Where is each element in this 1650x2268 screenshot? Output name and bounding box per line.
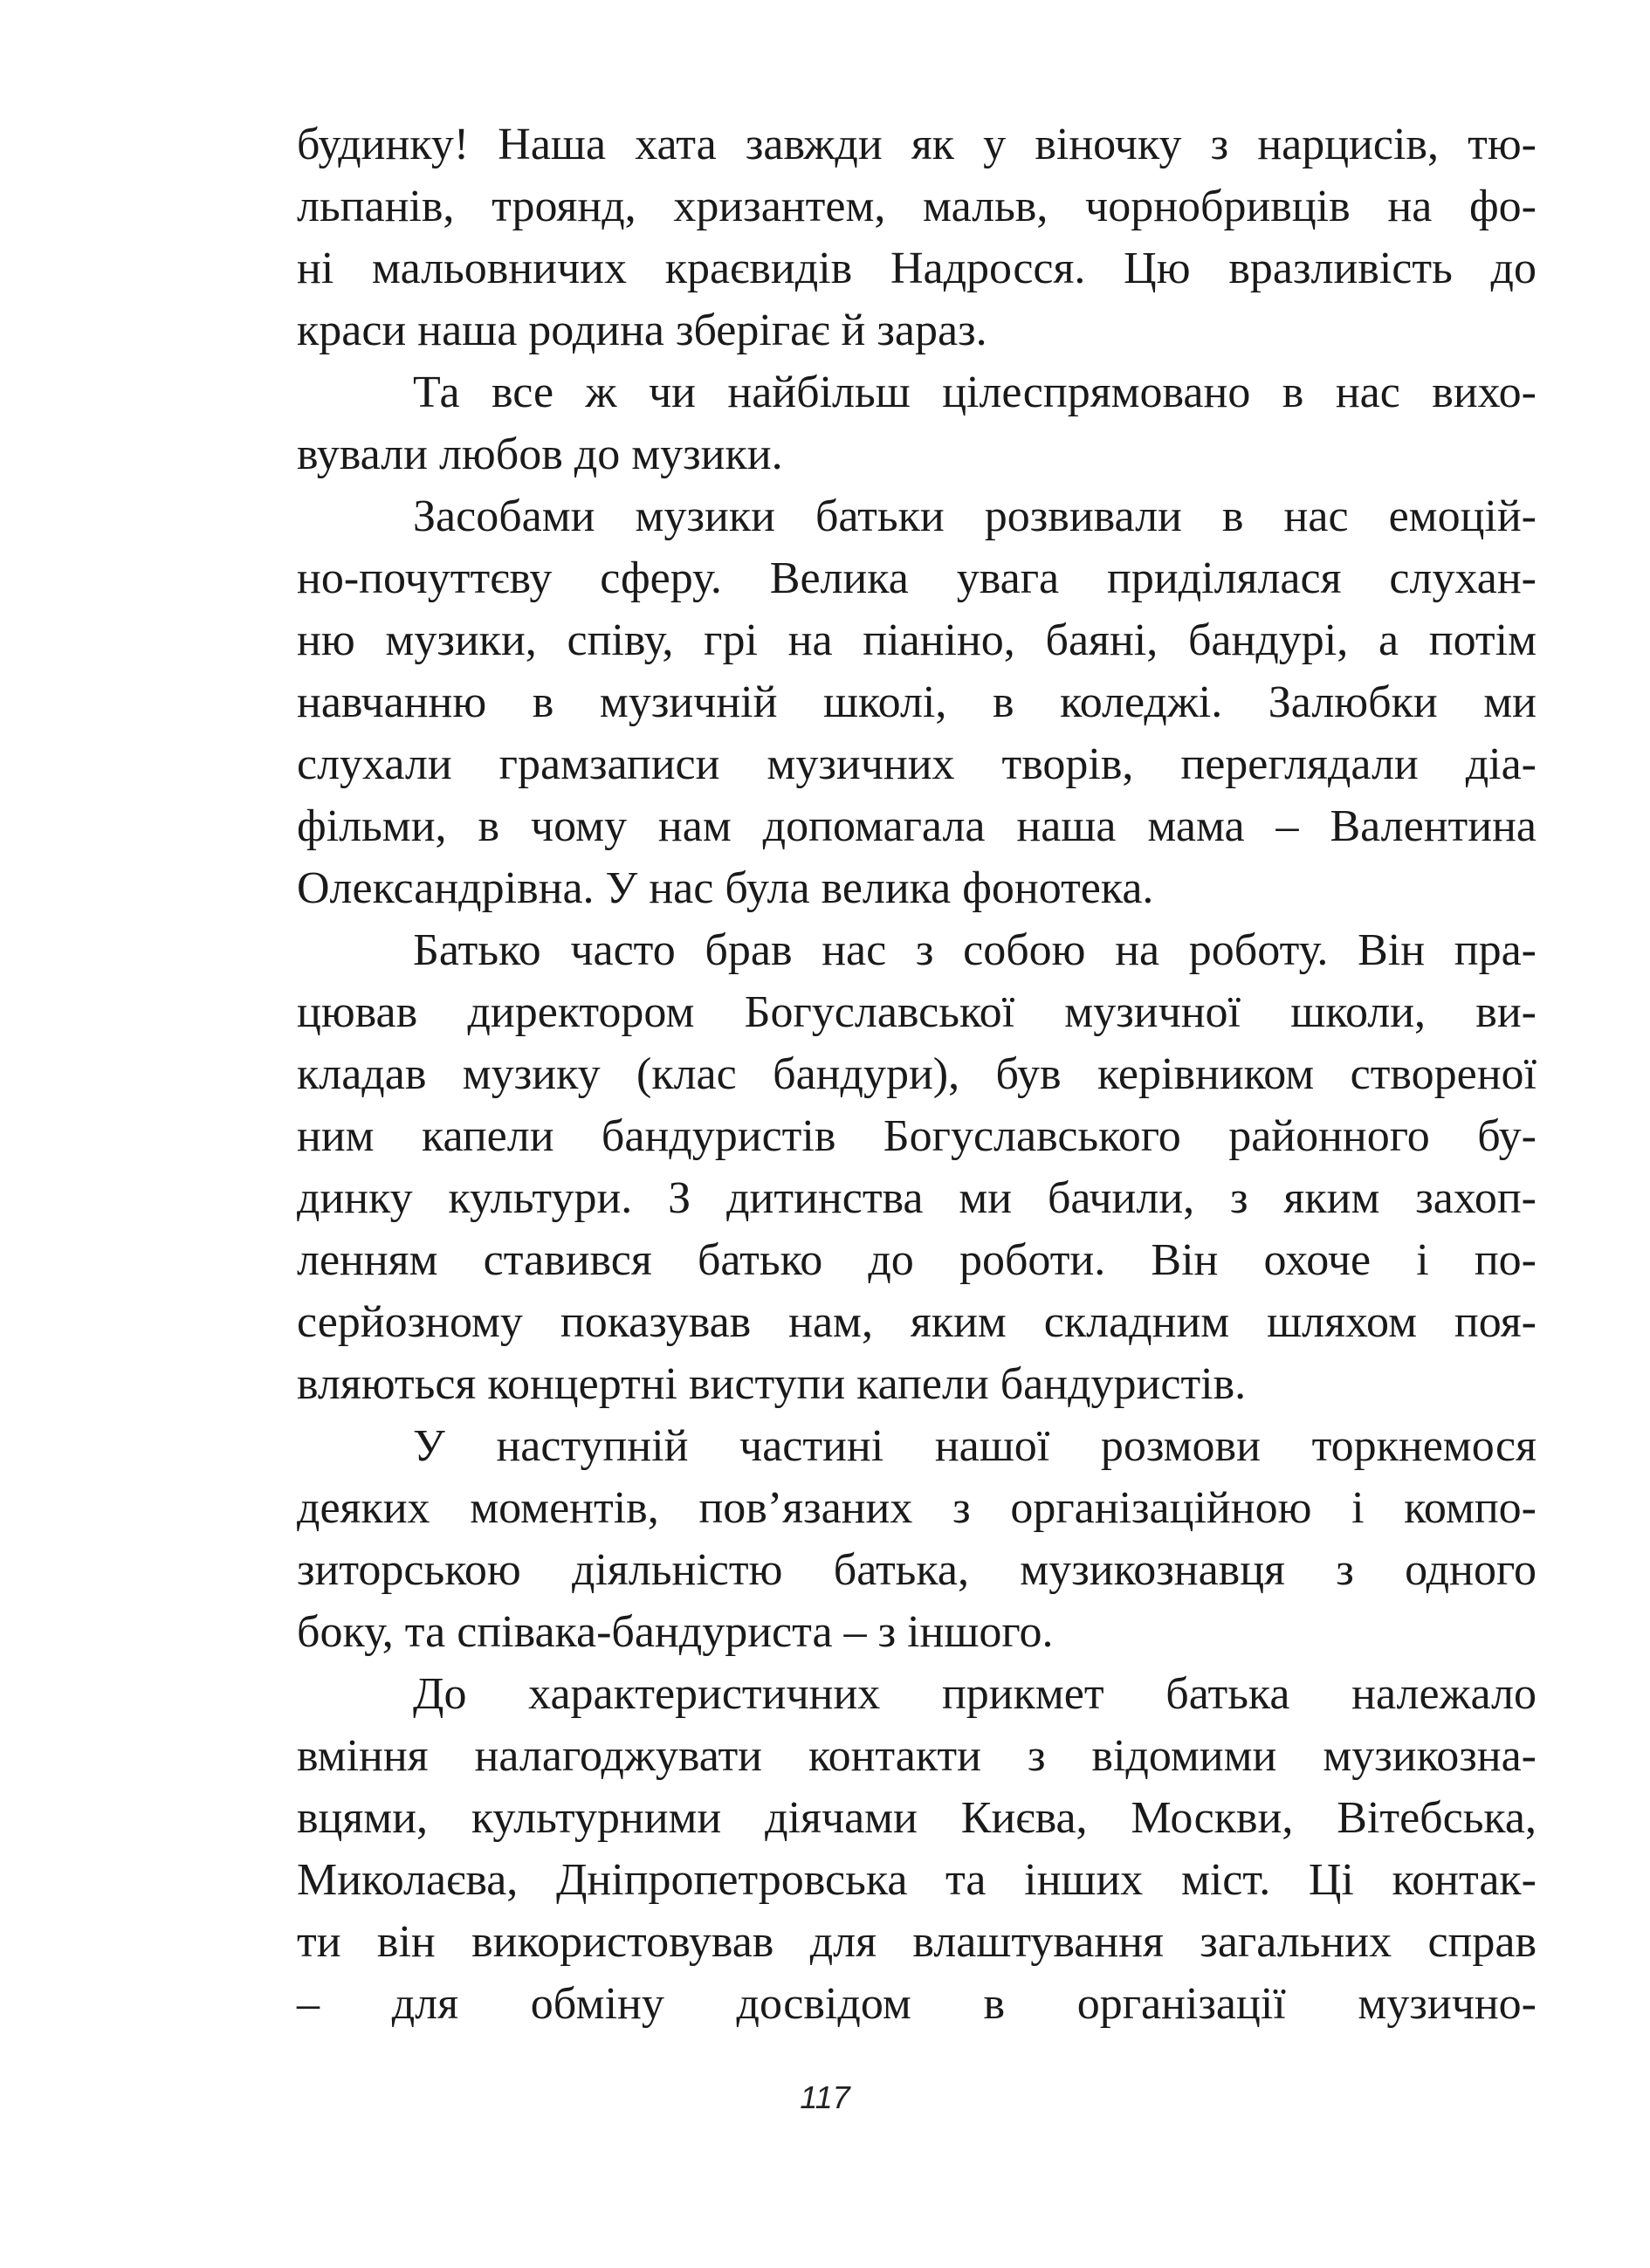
- text-line: слухали грамзаписи музичних творів, переглядали діа-: [297, 739, 1537, 789]
- body-text: [297, 113, 1537, 2035]
- text-line: краси наша родина зберігає й зараз.: [297, 306, 987, 355]
- text-line: Засобами музики батьки розвивали в нас емоцій-: [413, 491, 1537, 541]
- text-line: фільми, в чому нам допомагала наша мама – Валентина: [297, 801, 1537, 851]
- text-line: ним капели бандуристів Богуславського районного бу-: [297, 1111, 1537, 1161]
- text-line: деяких моментів, пов’язаних з організаційною і компо-: [297, 1483, 1537, 1533]
- text-line: зиторською діяльністю батька, музикознавця з одного: [297, 1545, 1537, 1595]
- text-line: Олександрівна. У нас була велика фонотека.: [297, 863, 1154, 913]
- text-line: вцями, культурними діячами Києва, Москви, Вітебська,: [297, 1793, 1537, 1843]
- text-line: навчанню в музичній школі, в коледжі. Залюбки ми: [297, 677, 1537, 727]
- text-line: – для обміну досвідом в організації музично-: [297, 1979, 1537, 2029]
- text-line: кладав музику (клас бандури), був керівником створеної: [297, 1049, 1537, 1099]
- text-line: ленням ставився батько до роботи. Він охоче і по-: [297, 1235, 1537, 1285]
- text-line: вували любов до музики.: [297, 430, 783, 479]
- page-number: 117: [800, 2079, 850, 2115]
- text-line: ню музики, співу, грі на піаніно, баяні, бандурі, а потім: [297, 615, 1537, 665]
- text-line: вміння налагоджувати контакти з відомими музикозна-: [297, 1731, 1537, 1781]
- text-line: До характеристичних прикмет батька належало: [413, 1669, 1537, 1719]
- text-line: Миколаєва, Дніпропетровська та інших міст. Ці контак-: [297, 1855, 1537, 1905]
- text-line: льпанів, троянд, хризантем, мальв, чорнобривців на фо-: [297, 182, 1537, 231]
- text-line: ні мальовничих краєвидів Надросся. Цю вразливість до: [297, 244, 1537, 293]
- text-line: будинку! Наша хата завжди як у віночку з нарцисів, тю-: [297, 120, 1537, 169]
- text-line: серйозному показував нам, яким складним шляхом поя-: [297, 1297, 1537, 1347]
- text-line: Батько часто брав нас з собою на роботу. Він пра-: [413, 925, 1537, 975]
- text-line: Та все ж чи найбільш цілеспрямовано в нас вихо-: [413, 368, 1537, 417]
- text-line: ти він використовував для влаштування загальних справ: [297, 1917, 1537, 1967]
- text-line: У наступній частині нашої розмови торкнемося: [413, 1421, 1537, 1471]
- text-line: цював директором Богуславської музичної школи, ви-: [297, 987, 1537, 1037]
- text-line: динку культури. З дитинства ми бачили, з яким захоп-: [297, 1173, 1537, 1223]
- text-line: боку, та співака-бандуриста – з іншого.: [297, 1607, 1054, 1657]
- text-line: вляються концертні виступи капели бандуристів.: [297, 1359, 1247, 1409]
- text-line: но-почуттєву сферу. Велика увага приділялася слухан-: [297, 553, 1537, 603]
